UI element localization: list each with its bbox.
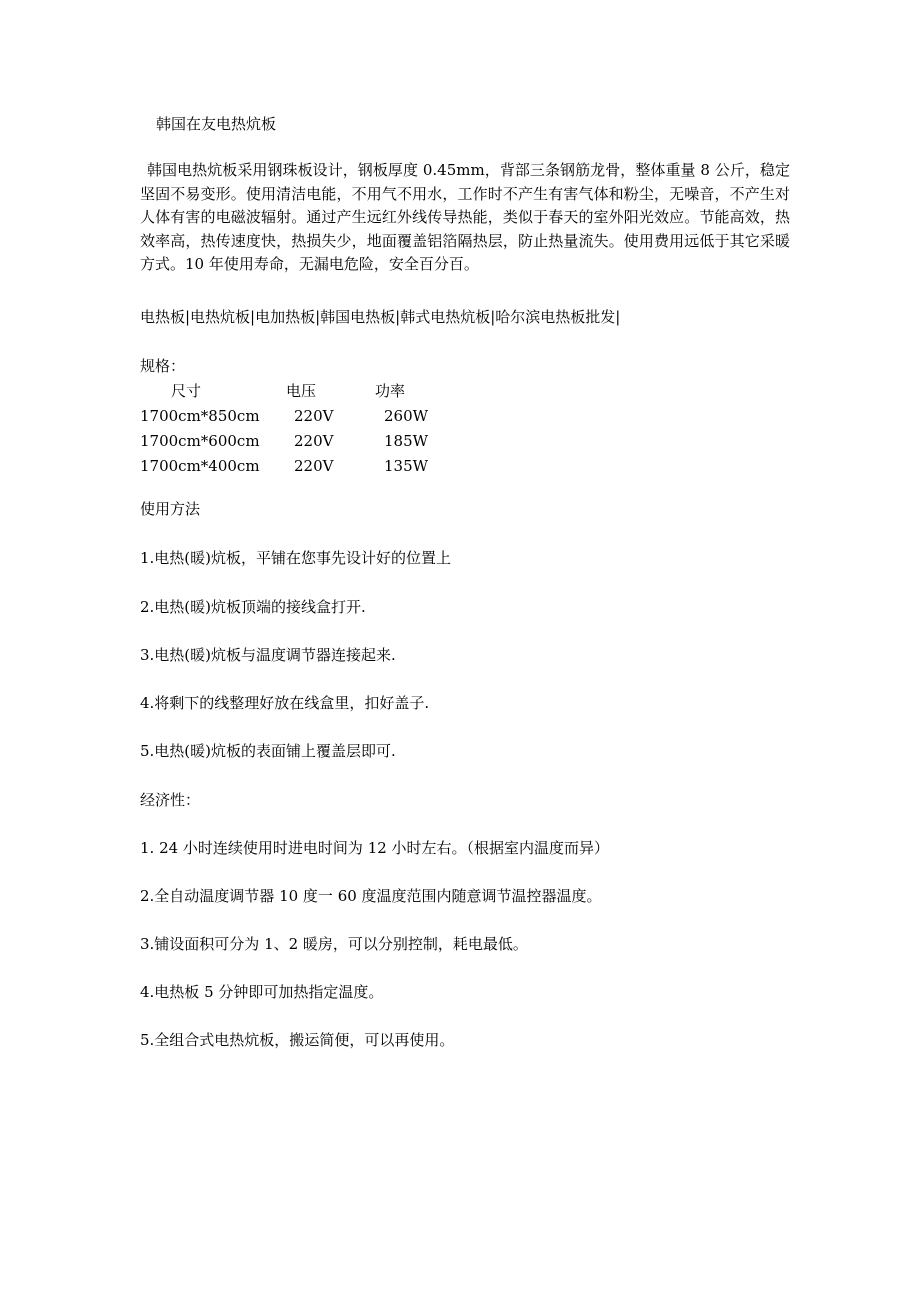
spec-size: 1700cm*400cm [140, 457, 260, 475]
keyword-list: 电热板|电热炕板|电加热板|韩国电热板|韩式电热炕板|哈尔滨电热板批发| [140, 308, 621, 326]
intro-paragraph: 韩国电热炕板采用钢珠板设计，钢板厚度 0.45mm，背部三条钢筋龙骨，整体重量 8 公斤，稳定坚固不易变形。使用清洁电能，不用气不用水，工作时不产生有害气体和粉尘，无噪音，不产生对人体有害的电磁波辐射。通过产生远红外线传导热能，类似于春天的室外阳光效应。节能高效，热效率高，热传速度快，热损失少，地面覆盖铝箔隔热层，防止热量流失。使用费用远低于其它采暖方式。10 年使用寿命，无漏电危险，安全百分百。 [140, 161, 790, 273]
usage-step: 2.电热(暖)炕板顶端的接线盒打开. [140, 598, 366, 616]
spec-row [140, 455, 460, 480]
spec-header-row [140, 380, 460, 405]
spec-header-size: 尺寸 [171, 382, 202, 400]
usage-heading: 使用方法 [140, 500, 201, 518]
usage-step: 5.电热(暖)炕板的表面铺上覆盖层即可. [140, 742, 396, 760]
economy-point: 3.铺设面积可分为 1、2 暖房，可以分别控制，耗电最低。 [140, 935, 528, 953]
spec-header-power: 功率 [375, 382, 406, 400]
spec-voltage: 220V [294, 457, 334, 475]
document-title: 韩国在友电热炕板 [156, 115, 277, 133]
usage-step: 3.电热(暖)炕板与温度调节器连接起来. [140, 646, 396, 664]
spec-label: 规格： [140, 357, 186, 375]
spec-size: 1700cm*600cm [140, 432, 260, 450]
spec-power: 135W [384, 457, 429, 475]
spec-size: 1700cm*850cm [140, 407, 260, 425]
spec-voltage: 220V [294, 407, 334, 425]
spec-row [140, 430, 460, 455]
spec-table [140, 380, 460, 480]
usage-step: 4.将剩下的线整理好放在线盒里，扣好盖子. [140, 694, 430, 712]
economy-point: 2.全自动温度调节器 10 度一 60 度温度范围内随意调节温控器温度。 [140, 887, 602, 905]
spec-power: 185W [384, 432, 429, 450]
economy-heading: 经济性： [140, 791, 201, 809]
economy-point: 1. 24 小时连续使用时进电时间为 12 小时左右。（根据室内温度而异） [140, 839, 610, 857]
spec-header-voltage: 电压 [286, 382, 317, 400]
spec-power: 260W [384, 407, 429, 425]
spec-voltage: 220V [294, 432, 334, 450]
spec-row [140, 405, 460, 430]
usage-step: 1.电热(暖)炕板，平铺在您事先设计好的位置上 [140, 549, 452, 567]
economy-point: 5.全组合式电热炕板，搬运简便，可以再使用。 [140, 1031, 455, 1049]
economy-point: 4.电热板 5 分钟即可加热指定温度。 [140, 983, 384, 1001]
